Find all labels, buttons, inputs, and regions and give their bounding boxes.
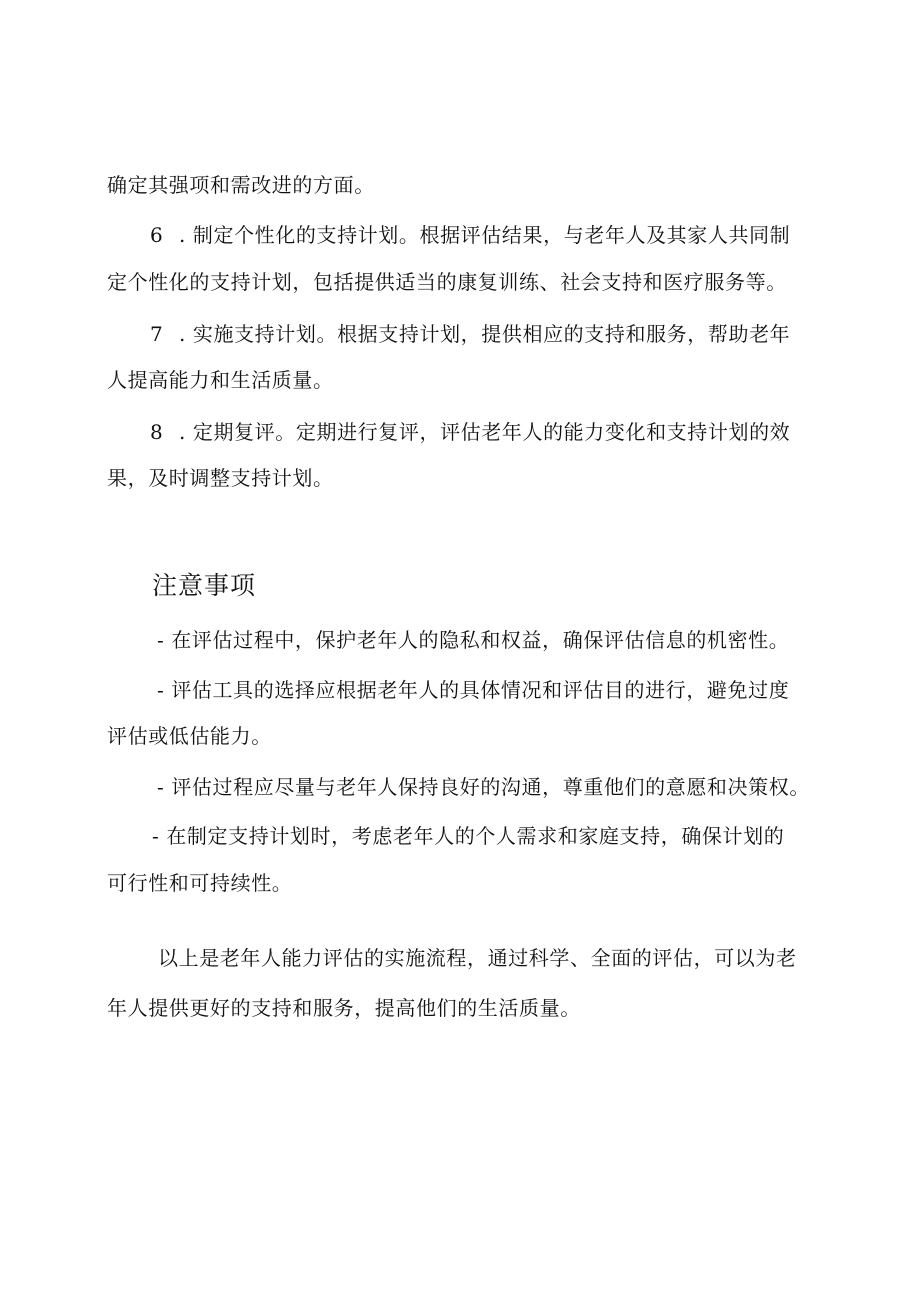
step-6-text: . 制定个性化的支持计划。根据评估结果，与老年人及其家人共同制 [172, 223, 791, 247]
note-item-2-line-1: - 评估工具的选择应根据老年人的具体情况和评估目的进行，避免过度 [157, 678, 790, 702]
conclusion-line-2: 年人提供更好的支持和服务，提高他们的生活质量。 [107, 996, 581, 1020]
intro-tail-text: 确定其强项和需改进的方面。 [107, 173, 375, 197]
step-8-number: 8 [150, 420, 164, 444]
step-6-line-1 [150, 221, 790, 249]
conclusion-line-1: 以上是老年人能力评估的实施流程，通过科学、全面的评估，可以为老 [158, 946, 797, 970]
step-7-number: 7 [150, 322, 164, 346]
note-item-3: - 评估过程应尽量与老年人保持良好的沟通，尊重他们的意愿和决策权。 [157, 775, 810, 799]
step-7-line-2: 人提高能力和生活质量。 [107, 368, 334, 392]
step-7-text: . 实施支持计划。根据支持计划，提供相应的支持和服务，帮助老年 [172, 322, 791, 346]
step-8-line-1 [150, 418, 790, 446]
note-item-4-line-2: 可行性和可持续性。 [107, 871, 293, 895]
notes-heading: 注意事项 [152, 571, 257, 600]
note-item-4-line-1: - 在制定支持计划时，考虑老年人的个人需求和家庭支持，确保计划的 [152, 824, 785, 848]
note-item-1: - 在评估过程中，保护老年人的隐私和权益，确保评估信息的机密性。 [157, 628, 790, 652]
step-8-line-2: 果，及时调整支持计划。 [107, 466, 334, 490]
step-6-number: 6 [150, 223, 164, 247]
step-6-line-2: 定个性化的支持计划，包括提供适当的康复训练、社会支持和医疗服务等。 [107, 270, 787, 294]
step-8-text: . 定期复评。定期进行复评，评估老年人的能力变化和支持计划的效 [172, 420, 791, 444]
step-7-line-1 [150, 320, 790, 348]
note-item-2-line-2: 评估或低估能力。 [107, 724, 272, 748]
